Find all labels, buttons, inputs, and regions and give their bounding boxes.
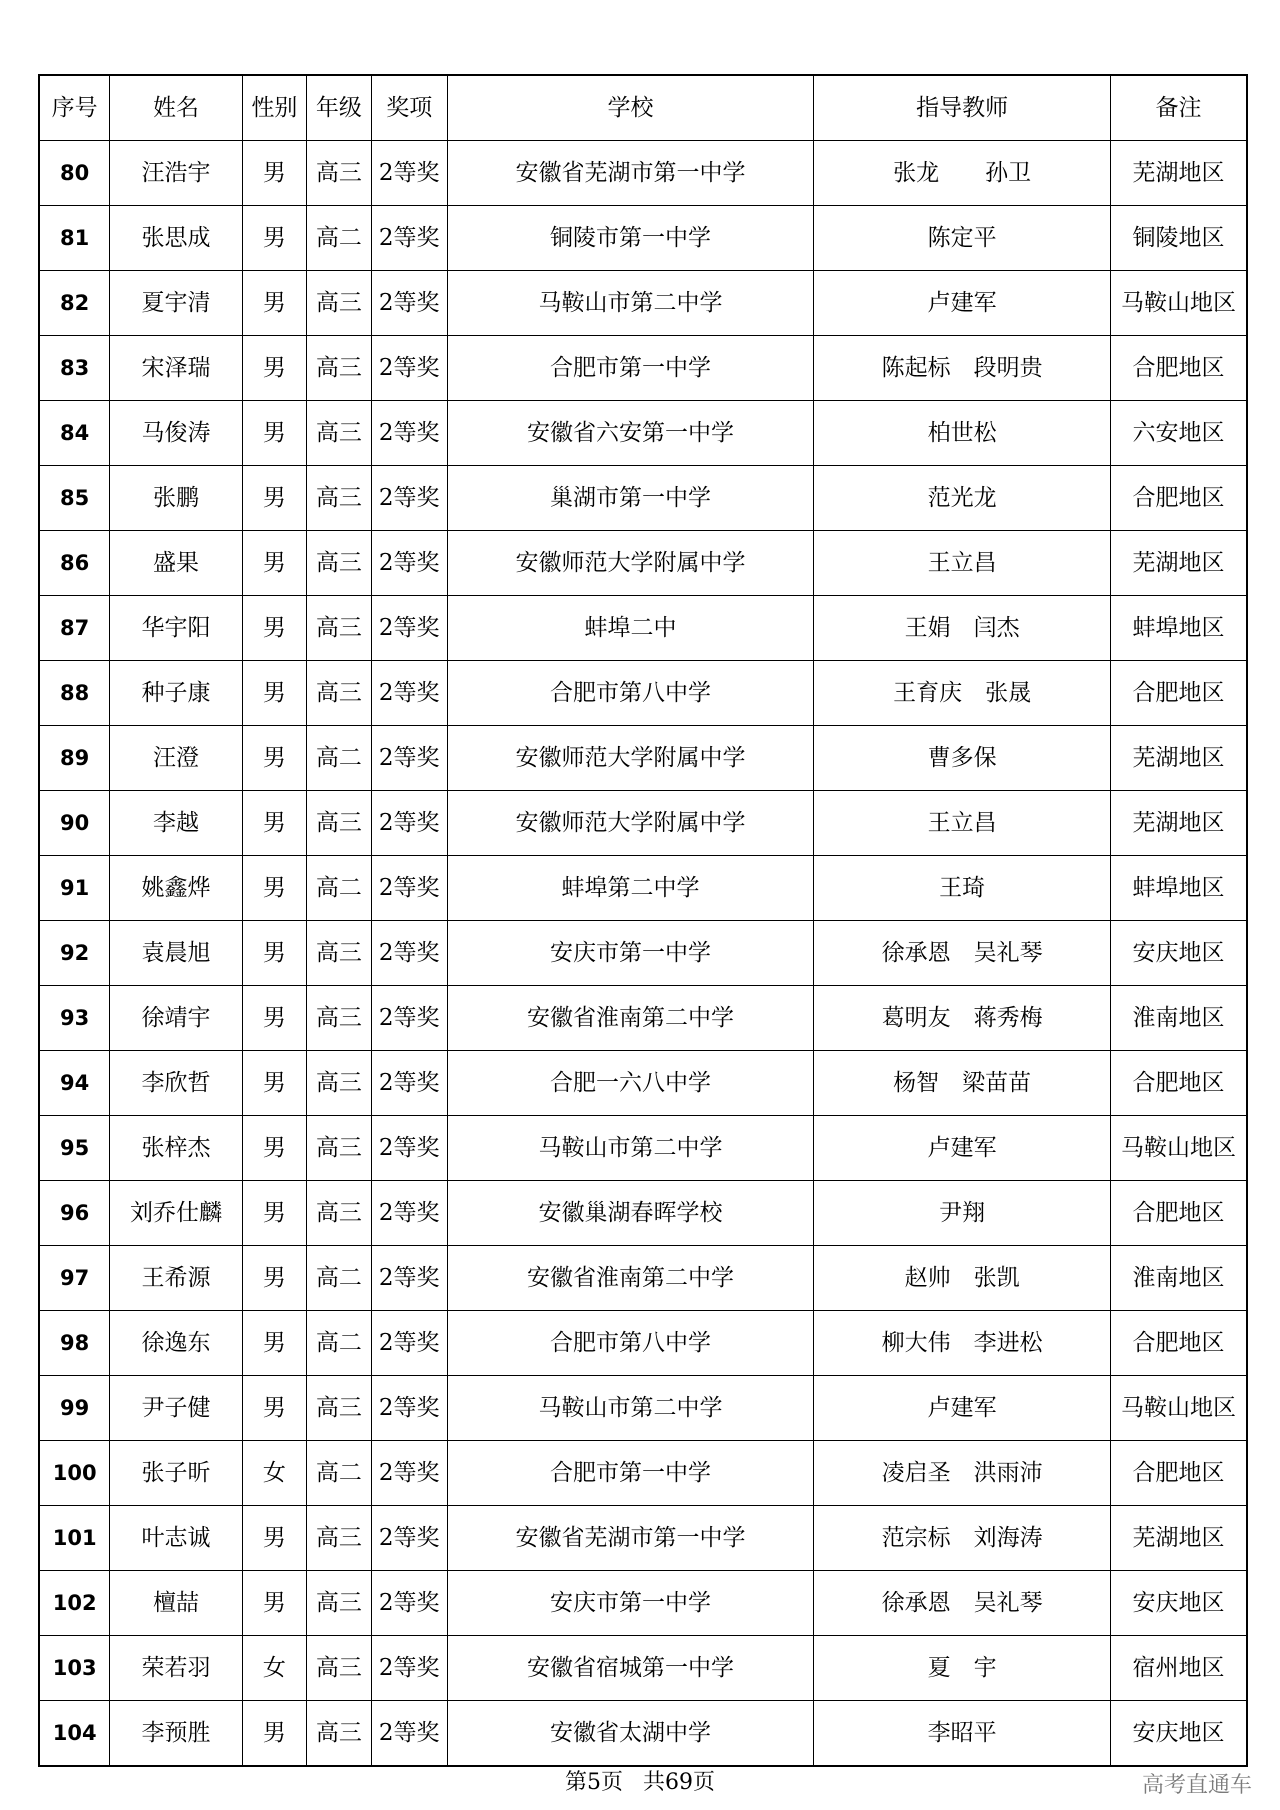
cell-name: 汪浩宇 <box>110 141 242 206</box>
cell-no: 87 <box>39 596 110 661</box>
cell-remark: 蚌埠地区 <box>1111 596 1247 661</box>
table-row <box>39 596 1247 661</box>
cell-school: 合肥市第一中学 <box>447 336 814 401</box>
cell-teacher: 夏 宇 <box>814 1636 1111 1701</box>
cell-name: 盛果 <box>110 531 242 596</box>
cell-remark: 铜陵地区 <box>1111 206 1247 271</box>
cell-name: 马俊涛 <box>110 401 242 466</box>
cell-name: 叶志诚 <box>110 1506 242 1571</box>
table-row <box>39 1636 1247 1701</box>
cell-award: 2等奖 <box>371 1506 447 1571</box>
cell-teacher: 王琦 <box>814 856 1111 921</box>
cell-gender: 男 <box>242 466 307 531</box>
cell-teacher: 李昭平 <box>814 1701 1111 1767</box>
cell-gender: 男 <box>242 1701 307 1767</box>
cell-gender: 女 <box>242 1441 307 1506</box>
cell-name: 刘乔仕麟 <box>110 1181 242 1246</box>
cell-no: 91 <box>39 856 110 921</box>
table-row <box>39 986 1247 1051</box>
cell-award: 2等奖 <box>371 141 447 206</box>
cell-award: 2等奖 <box>371 596 447 661</box>
cell-grade: 高三 <box>307 1051 372 1116</box>
cell-remark: 合肥地区 <box>1111 1181 1247 1246</box>
cell-award: 2等奖 <box>371 206 447 271</box>
cell-school: 安徽巢湖春晖学校 <box>447 1181 814 1246</box>
cell-remark: 马鞍山地区 <box>1111 1116 1247 1181</box>
table-row <box>39 141 1247 206</box>
cell-award: 2等奖 <box>371 1441 447 1506</box>
cell-school: 蚌埠二中 <box>447 596 814 661</box>
cell-no: 89 <box>39 726 110 791</box>
cell-school: 安徽省宿城第一中学 <box>447 1636 814 1701</box>
cell-school: 安庆市第一中学 <box>447 921 814 986</box>
cell-no: 100 <box>39 1441 110 1506</box>
cell-school: 巢湖市第一中学 <box>447 466 814 531</box>
cell-no: 95 <box>39 1116 110 1181</box>
cell-teacher: 王立昌 <box>814 791 1111 856</box>
cell-school: 马鞍山市第二中学 <box>447 1376 814 1441</box>
cell-school: 蚌埠第二中学 <box>447 856 814 921</box>
cell-gender: 男 <box>242 661 307 726</box>
cell-gender: 男 <box>242 726 307 791</box>
cell-teacher: 柳大伟 李进松 <box>814 1311 1111 1376</box>
cell-gender: 男 <box>242 336 307 401</box>
cell-award: 2等奖 <box>371 1181 447 1246</box>
cell-no: 85 <box>39 466 110 531</box>
cell-gender: 男 <box>242 596 307 661</box>
cell-grade: 高三 <box>307 1636 372 1701</box>
header-school: 学校 <box>447 75 814 141</box>
cell-remark: 合肥地区 <box>1111 1441 1247 1506</box>
cell-no: 92 <box>39 921 110 986</box>
cell-remark: 芜湖地区 <box>1111 726 1247 791</box>
cell-grade: 高二 <box>307 1441 372 1506</box>
cell-name: 李预胜 <box>110 1701 242 1767</box>
cell-name: 檀喆 <box>110 1571 242 1636</box>
cell-grade: 高三 <box>307 1506 372 1571</box>
cell-grade: 高三 <box>307 1376 372 1441</box>
cell-no: 103 <box>39 1636 110 1701</box>
page-number: 第5页 <box>565 1770 623 1795</box>
cell-name: 李越 <box>110 791 242 856</box>
cell-award: 2等奖 <box>371 466 447 531</box>
cell-teacher: 杨智 梁苗苗 <box>814 1051 1111 1116</box>
cell-grade: 高三 <box>307 921 372 986</box>
cell-name: 徐靖宇 <box>110 986 242 1051</box>
cell-name: 姚鑫烨 <box>110 856 242 921</box>
cell-remark: 六安地区 <box>1111 401 1247 466</box>
cell-grade: 高二 <box>307 1311 372 1376</box>
cell-name: 徐逸东 <box>110 1311 242 1376</box>
cell-gender: 男 <box>242 791 307 856</box>
cell-award: 2等奖 <box>371 1701 447 1767</box>
cell-teacher: 范光龙 <box>814 466 1111 531</box>
cell-name: 种子康 <box>110 661 242 726</box>
cell-remark: 马鞍山地区 <box>1111 271 1247 336</box>
page-total: 共69页 <box>643 1770 715 1795</box>
cell-gender: 男 <box>242 141 307 206</box>
cell-remark: 淮南地区 <box>1111 1246 1247 1311</box>
cell-teacher: 范宗标 刘海涛 <box>814 1506 1111 1571</box>
cell-remark: 马鞍山地区 <box>1111 1376 1247 1441</box>
cell-no: 98 <box>39 1311 110 1376</box>
cell-gender: 男 <box>242 531 307 596</box>
cell-remark: 合肥地区 <box>1111 466 1247 531</box>
cell-name: 王希源 <box>110 1246 242 1311</box>
cell-school: 合肥一六八中学 <box>447 1051 814 1116</box>
cell-school: 安徽师范大学附属中学 <box>447 791 814 856</box>
cell-name: 夏宇清 <box>110 271 242 336</box>
cell-teacher: 卢建军 <box>814 1116 1111 1181</box>
cell-teacher: 王立昌 <box>814 531 1111 596</box>
cell-name: 尹子健 <box>110 1376 242 1441</box>
header-gender: 性别 <box>242 75 307 141</box>
cell-name: 宋泽瑞 <box>110 336 242 401</box>
header-grade: 年级 <box>307 75 372 141</box>
cell-grade: 高三 <box>307 986 372 1051</box>
cell-remark: 合肥地区 <box>1111 336 1247 401</box>
cell-gender: 男 <box>242 271 307 336</box>
table-row <box>39 661 1247 726</box>
cell-teacher: 曹多保 <box>814 726 1111 791</box>
cell-remark: 合肥地区 <box>1111 661 1247 726</box>
cell-gender: 男 <box>242 856 307 921</box>
table-row <box>39 1311 1247 1376</box>
cell-award: 2等奖 <box>371 661 447 726</box>
cell-school: 安徽师范大学附属中学 <box>447 531 814 596</box>
page-footer <box>0 1765 1280 1796</box>
awards-table <box>38 74 1248 1767</box>
cell-grade: 高三 <box>307 1701 372 1767</box>
table-row <box>39 336 1247 401</box>
cell-award: 2等奖 <box>371 856 447 921</box>
cell-teacher: 赵帅 张凯 <box>814 1246 1111 1311</box>
cell-school: 安徽省淮南第二中学 <box>447 986 814 1051</box>
cell-award: 2等奖 <box>371 921 447 986</box>
table-body <box>39 141 1247 1767</box>
cell-school: 合肥市第一中学 <box>447 1441 814 1506</box>
cell-award: 2等奖 <box>371 271 447 336</box>
cell-no: 97 <box>39 1246 110 1311</box>
cell-name: 汪澄 <box>110 726 242 791</box>
cell-school: 合肥市第八中学 <box>447 661 814 726</box>
header-teacher: 指导教师 <box>814 75 1111 141</box>
cell-no: 88 <box>39 661 110 726</box>
cell-remark: 芜湖地区 <box>1111 531 1247 596</box>
cell-name: 张子昕 <box>110 1441 242 1506</box>
cell-award: 2等奖 <box>371 401 447 466</box>
cell-teacher: 凌启圣 洪雨沛 <box>814 1441 1111 1506</box>
table-row <box>39 791 1247 856</box>
cell-award: 2等奖 <box>371 986 447 1051</box>
cell-name: 李欣哲 <box>110 1051 242 1116</box>
cell-grade: 高三 <box>307 466 372 531</box>
cell-gender: 女 <box>242 1636 307 1701</box>
cell-school: 安徽省太湖中学 <box>447 1701 814 1767</box>
cell-name: 华宇阳 <box>110 596 242 661</box>
cell-no: 94 <box>39 1051 110 1116</box>
cell-grade: 高三 <box>307 531 372 596</box>
cell-school: 安徽省六安第一中学 <box>447 401 814 466</box>
cell-name: 袁晨旭 <box>110 921 242 986</box>
cell-remark: 芜湖地区 <box>1111 1506 1247 1571</box>
cell-award: 2等奖 <box>371 1636 447 1701</box>
table-row <box>39 531 1247 596</box>
cell-award: 2等奖 <box>371 1116 447 1181</box>
table-row <box>39 206 1247 271</box>
table-row <box>39 271 1247 336</box>
cell-no: 99 <box>39 1376 110 1441</box>
cell-no: 102 <box>39 1571 110 1636</box>
cell-teacher: 葛明友 蒋秀梅 <box>814 986 1111 1051</box>
cell-school: 安徽省芜湖市第一中学 <box>447 141 814 206</box>
watermark-text: 高考直通车 <box>1141 1773 1252 1798</box>
cell-teacher: 徐承恩 吴礼琴 <box>814 1571 1111 1636</box>
cell-teacher: 尹翔 <box>814 1181 1111 1246</box>
cell-grade: 高三 <box>307 661 372 726</box>
cell-award: 2等奖 <box>371 1376 447 1441</box>
cell-no: 96 <box>39 1181 110 1246</box>
cell-no: 81 <box>39 206 110 271</box>
cell-no: 93 <box>39 986 110 1051</box>
cell-name: 荣若羽 <box>110 1636 242 1701</box>
cell-school: 安徽省芜湖市第一中学 <box>447 1506 814 1571</box>
cell-remark: 合肥地区 <box>1111 1051 1247 1116</box>
cell-grade: 高三 <box>307 791 372 856</box>
table-row <box>39 1506 1247 1571</box>
cell-remark: 淮南地区 <box>1111 986 1247 1051</box>
cell-gender: 男 <box>242 1506 307 1571</box>
cell-award: 2等奖 <box>371 726 447 791</box>
cell-school: 铜陵市第一中学 <box>447 206 814 271</box>
cell-grade: 高二 <box>307 726 372 791</box>
cell-name: 张思成 <box>110 206 242 271</box>
cell-gender: 男 <box>242 921 307 986</box>
cell-teacher: 张龙 孙卫 <box>814 141 1111 206</box>
cell-teacher: 卢建军 <box>814 271 1111 336</box>
cell-grade: 高三 <box>307 271 372 336</box>
cell-remark: 安庆地区 <box>1111 1571 1247 1636</box>
cell-award: 2等奖 <box>371 1571 447 1636</box>
cell-grade: 高二 <box>307 206 372 271</box>
table-row <box>39 921 1247 986</box>
cell-no: 86 <box>39 531 110 596</box>
cell-remark: 合肥地区 <box>1111 1311 1247 1376</box>
table-row <box>39 856 1247 921</box>
table-row <box>39 1116 1247 1181</box>
cell-grade: 高三 <box>307 1116 372 1181</box>
cell-grade: 高三 <box>307 596 372 661</box>
cell-school: 安庆市第一中学 <box>447 1571 814 1636</box>
cell-gender: 男 <box>242 206 307 271</box>
table-row <box>39 401 1247 466</box>
cell-gender: 男 <box>242 401 307 466</box>
cell-teacher: 陈起标 段明贵 <box>814 336 1111 401</box>
cell-school: 安徽师范大学附属中学 <box>447 726 814 791</box>
cell-no: 90 <box>39 791 110 856</box>
table-row <box>39 726 1247 791</box>
cell-grade: 高二 <box>307 1246 372 1311</box>
cell-no: 104 <box>39 1701 110 1767</box>
cell-name: 张鹏 <box>110 466 242 531</box>
cell-teacher: 柏世松 <box>814 401 1111 466</box>
header-name: 姓名 <box>110 75 242 141</box>
table-row <box>39 1246 1247 1311</box>
cell-grade: 高三 <box>307 1571 372 1636</box>
cell-grade: 高三 <box>307 401 372 466</box>
cell-award: 2等奖 <box>371 1311 447 1376</box>
cell-gender: 男 <box>242 1181 307 1246</box>
cell-gender: 男 <box>242 986 307 1051</box>
table-row <box>39 1376 1247 1441</box>
cell-gender: 男 <box>242 1051 307 1116</box>
cell-grade: 高三 <box>307 141 372 206</box>
cell-school: 马鞍山市第二中学 <box>447 271 814 336</box>
cell-teacher: 王育庆 张晟 <box>814 661 1111 726</box>
cell-grade: 高二 <box>307 856 372 921</box>
table-row <box>39 1701 1247 1767</box>
cell-teacher: 陈定平 <box>814 206 1111 271</box>
cell-school: 安徽省淮南第二中学 <box>447 1246 814 1311</box>
header-remark: 备注 <box>1111 75 1247 141</box>
cell-gender: 男 <box>242 1311 307 1376</box>
cell-grade: 高三 <box>307 336 372 401</box>
cell-award: 2等奖 <box>371 1051 447 1116</box>
table-row <box>39 1441 1247 1506</box>
cell-no: 83 <box>39 336 110 401</box>
table-row <box>39 466 1247 531</box>
cell-award: 2等奖 <box>371 1246 447 1311</box>
cell-no: 84 <box>39 401 110 466</box>
cell-remark: 安庆地区 <box>1111 1701 1247 1767</box>
cell-name: 张梓杰 <box>110 1116 242 1181</box>
cell-award: 2等奖 <box>371 791 447 856</box>
cell-teacher: 王娟 闫杰 <box>814 596 1111 661</box>
cell-remark: 蚌埠地区 <box>1111 856 1247 921</box>
cell-school: 合肥市第八中学 <box>447 1311 814 1376</box>
cell-gender: 男 <box>242 1116 307 1181</box>
cell-remark: 宿州地区 <box>1111 1636 1247 1701</box>
cell-remark: 芜湖地区 <box>1111 141 1247 206</box>
cell-award: 2等奖 <box>371 336 447 401</box>
cell-award: 2等奖 <box>371 531 447 596</box>
table-row <box>39 1051 1247 1116</box>
table-header-row <box>39 75 1247 141</box>
cell-teacher: 卢建军 <box>814 1376 1111 1441</box>
cell-school: 马鞍山市第二中学 <box>447 1116 814 1181</box>
cell-no: 82 <box>39 271 110 336</box>
header-no: 序号 <box>39 75 110 141</box>
table-row <box>39 1571 1247 1636</box>
table-row <box>39 1181 1247 1246</box>
cell-remark: 芜湖地区 <box>1111 791 1247 856</box>
cell-remark: 安庆地区 <box>1111 921 1247 986</box>
cell-teacher: 徐承恩 吴礼琴 <box>814 921 1111 986</box>
cell-gender: 男 <box>242 1571 307 1636</box>
cell-gender: 男 <box>242 1246 307 1311</box>
header-award: 奖项 <box>371 75 447 141</box>
cell-no: 80 <box>39 141 110 206</box>
cell-gender: 男 <box>242 1376 307 1441</box>
cell-no: 101 <box>39 1506 110 1571</box>
cell-grade: 高三 <box>307 1181 372 1246</box>
